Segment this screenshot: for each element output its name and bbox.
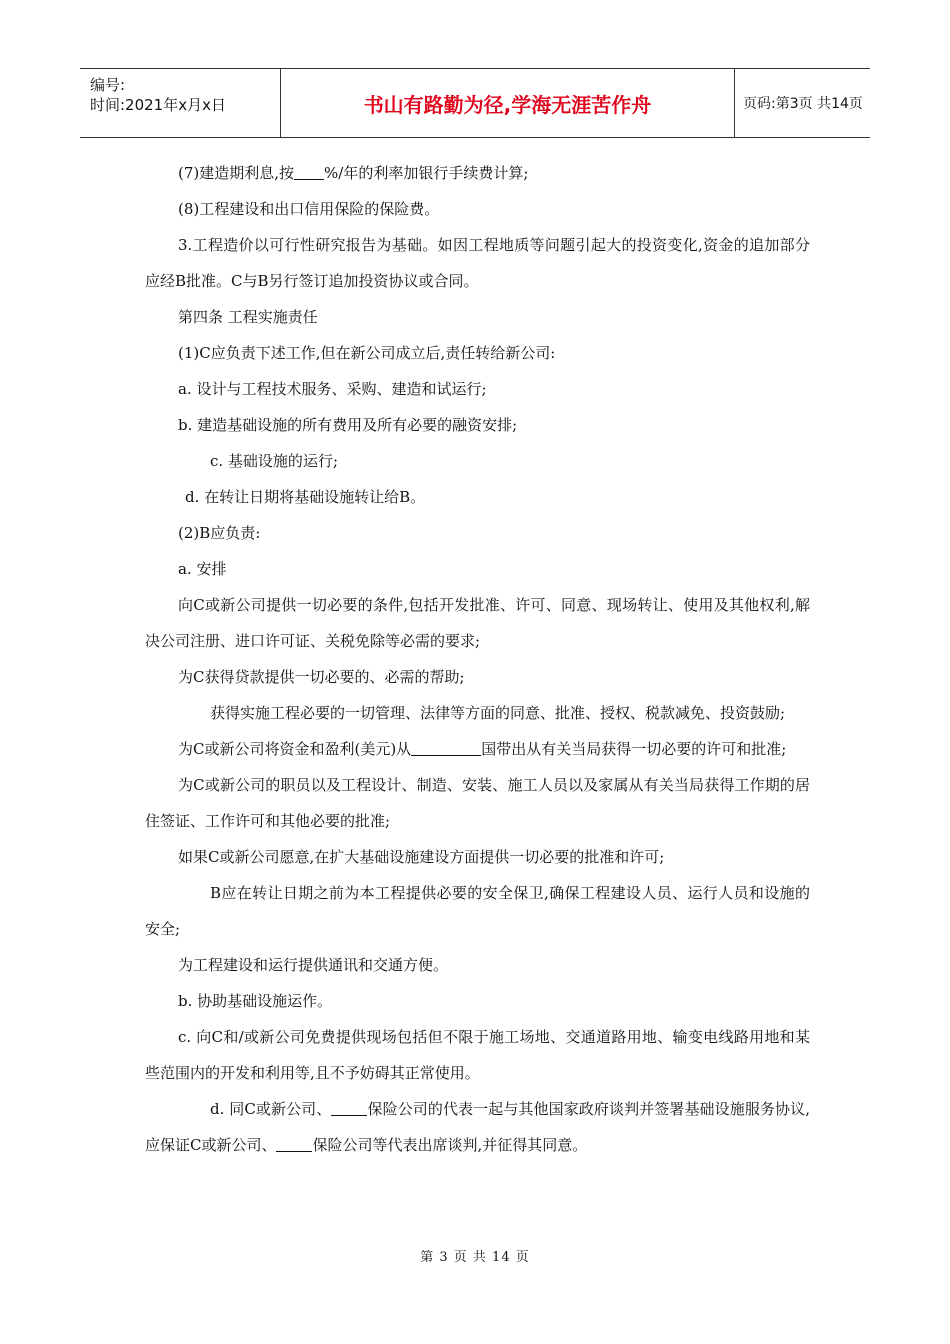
time-label: 时间:2021年x月x日 [90,96,226,114]
motto-text: 书山有路勤为径,学海无涯苦作舟 [363,92,652,117]
paragraph-c-duties: (1)C应负责下述工作,但在新公司成立后,责任转给新公司: [178,344,556,362]
paragraph-expansion: 如果C或新公司愿意,在扩大基础设施建设方面提供一切必要的批准和许可; [178,848,665,866]
list-item-a: a. 设计与工程技术服务、采购、建造和试运行; [178,380,487,398]
list-item-c: c. 基础设施的运行; [210,452,338,470]
blank-line [331,1101,367,1116]
page-info-text: 页码:第3页 共14页 [743,96,863,112]
paragraph-8: (8)工程建设和出口信用保险的保险费。 [178,200,440,218]
blank-line [411,741,481,756]
paragraph-3: 3.工程造价以可行性研究报告为基础。如因工程地质等问题引起大的投资变化,资金的追加部分应经B批准。C与B另行签订追加投资协议或合同。 [145,236,810,290]
header-meta [80,69,280,137]
paragraph-security: B应在转让日期之前为本工程提供必要的安全保卫,确保工程建设人员、运行人员和设施的安全; [145,884,810,938]
document-body [145,155,810,1163]
list-item-c-site: c. 向C和/或新公司免费提供现场包括但不限于施工场地、交通道路用地、输变电线路用地和某些范围内的开发和利用等,且不予妨碍其正常使用。 [145,1028,810,1082]
article-heading: 工程实施责任 [223,308,318,326]
list-item-d-negotiate [145,1091,810,1163]
document-header [80,68,870,138]
paragraph-text: %/年的利率加银行手续费计算; [324,164,529,182]
blank-line [294,165,324,180]
list-item-arrange: a. 安排 [178,560,227,578]
paragraph-text: 为C或新公司将资金和盈利(美元)从 [178,740,412,758]
paragraph-7 [145,155,810,191]
paragraph-text: (7)建造期利息,按 [178,164,295,182]
paragraph-visas: 为C或新公司的职员以及工程设计、制造、安装、施工人员以及家属从有关当局获得工作期的居住签证、工作许可和其他必要的批准; [145,776,810,830]
header-motto-cell [280,69,735,137]
paragraph-b-duties: (2)B应负责: [178,524,261,542]
number-label: 编号: [90,76,126,94]
paragraph-approvals: 获得实施工程必要的一切管理、法律等方面的同意、批准、授权、税款减免、投资鼓励; [210,704,786,722]
paragraph-text: 保险公司的代表一起与其他国家政府谈判并签署基础设施服务协议,应保证C或新公司、 [145,1100,810,1154]
paragraph-loan-help: 为C获得贷款提供一切必要的、必需的帮助; [178,668,465,686]
list-item-b-assist: b. 协助基础设施运作。 [178,992,333,1010]
list-item-b: b. 建造基础设施的所有费用及所有必要的融资安排; [178,416,518,434]
paragraph-communications: 为工程建设和运行提供通讯和交通方便。 [178,956,449,974]
header-page-info [735,69,870,137]
page-footer: 第 3 页 共 14 页 [420,1250,530,1265]
blank-line [276,1137,312,1152]
paragraph-text: 保险公司等代表出席谈判,并征得其同意。 [312,1136,588,1154]
paragraph-text: d. 同C或新公司、 [210,1100,332,1118]
article-four-title [145,299,810,335]
paragraph-funds [145,731,810,767]
article-number: 第四条 [178,308,224,326]
paragraph-provide-conditions: 向C或新公司提供一切必要的条件,包括开发批准、许可、同意、现场转让、使用及其他权利,解决公司注册、进口许可证、关税免除等必需的要求; [145,596,810,650]
list-item-d: d. 在转让日期将基础设施转让给B。 [185,488,426,506]
paragraph-text: 国带出从有关当局获得一切必要的许可和批准; [481,740,787,758]
